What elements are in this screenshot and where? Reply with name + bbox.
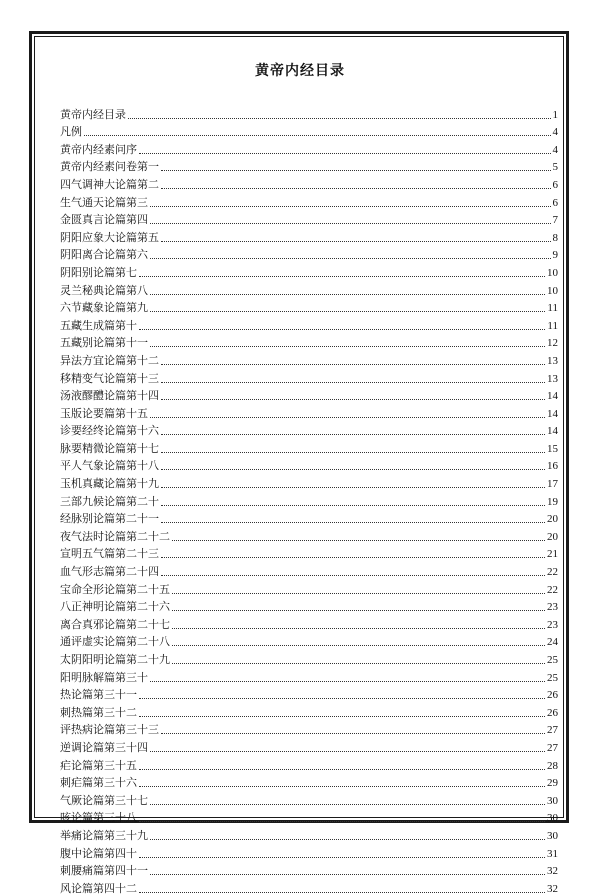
toc-entry-label: 阴阳应象大论篇第五 <box>60 230 159 244</box>
toc-entry-page-number: 13 <box>547 354 558 367</box>
toc-entry-page-number: 23 <box>547 601 558 614</box>
toc-entry-label: 热论篇第三十一 <box>60 688 137 702</box>
toc-entry[interactable] <box>60 262 558 280</box>
toc-entry-label: 疟论篇第三十五 <box>60 758 137 772</box>
toc-entry-label: 移精变气论篇第十三 <box>60 371 159 385</box>
toc-entry-label: 离合真邪论篇第二十七 <box>60 617 170 631</box>
toc-entry-page-number: 5 <box>552 161 558 174</box>
toc-entry[interactable] <box>60 139 558 157</box>
toc-entry-label: 刺疟篇第三十六 <box>60 776 137 790</box>
toc-entry-page-number: 6 <box>552 178 558 191</box>
toc-entry[interactable] <box>60 174 558 192</box>
toc-entry-page-number: 27 <box>547 724 558 737</box>
toc-entry[interactable] <box>60 104 558 122</box>
toc-leader-dots <box>139 892 545 893</box>
toc-leader-dots <box>161 364 545 365</box>
toc-entry-label: 阴阳离合论篇第六 <box>60 248 148 262</box>
toc-entry-label: 通评虚实论篇第二十八 <box>60 635 170 649</box>
toc-entry-label: 血气形志篇第二十四 <box>60 565 159 579</box>
toc-entry-page-number: 14 <box>547 390 558 403</box>
toc-entry[interactable] <box>60 544 558 562</box>
toc-entry[interactable] <box>60 333 558 351</box>
toc-entry-label: 宣明五气篇第二十三 <box>60 547 159 561</box>
toc-entry[interactable] <box>60 473 558 491</box>
toc-entry-page-number: 8 <box>552 231 558 244</box>
toc-entry[interactable] <box>60 315 558 333</box>
toc-leader-dots <box>150 294 545 295</box>
toc-entry-page-number: 1 <box>552 108 558 121</box>
toc-entry-page-number: 11 <box>547 319 558 332</box>
toc-entry-page-number: 23 <box>547 618 558 631</box>
toc-leader-dots <box>150 804 545 805</box>
toc-leader-dots <box>161 170 551 171</box>
toc-entry-page-number: 7 <box>552 214 558 227</box>
toc-leader-dots <box>139 276 545 277</box>
toc-entry-label: 诊要经终论篇第十六 <box>60 424 159 438</box>
toc-entry-label: 异法方宜论篇第十二 <box>60 353 159 367</box>
toc-leader-dots <box>161 487 545 488</box>
toc-entry[interactable] <box>60 808 558 826</box>
toc-leader-dots <box>161 522 545 523</box>
toc-entry[interactable] <box>60 878 558 896</box>
toc-leader-dots <box>161 557 545 558</box>
toc-entry[interactable] <box>60 368 558 386</box>
toc-entry-page-number: 15 <box>547 442 558 455</box>
toc-leader-dots <box>161 733 545 734</box>
toc-entry-label: 评热病论篇第三十三 <box>60 723 159 737</box>
toc-entry[interactable] <box>60 737 558 755</box>
toc-entry[interactable] <box>60 843 558 861</box>
toc-entry-page-number: 19 <box>547 495 558 508</box>
toc-leader-dots <box>161 575 545 576</box>
toc-leader-dots <box>161 452 545 453</box>
toc-entry-label: 脉要精微论篇第十七 <box>60 441 159 455</box>
toc-leader-dots <box>139 329 545 330</box>
toc-entry-label: 金匮真言论篇第四 <box>60 213 148 227</box>
toc-entry-label: 经脉别论篇第二十一 <box>60 512 159 526</box>
toc-leader-dots <box>172 593 545 594</box>
toc-entry[interactable] <box>60 667 558 685</box>
toc-leader-dots <box>172 628 545 629</box>
toc-leader-dots <box>150 874 545 875</box>
toc-entry-label: 五藏生成篇第十 <box>60 318 137 332</box>
toc-entry-label: 玉版论要篇第十五 <box>60 406 148 420</box>
page-title: 黄帝内经目录 <box>255 63 345 79</box>
toc-entry[interactable] <box>60 491 558 509</box>
toc-leader-dots <box>150 311 545 312</box>
toc-entry-label: 刺腰痛篇第四十一 <box>60 864 148 878</box>
toc-leader-dots <box>139 857 545 858</box>
toc-entry[interactable] <box>60 421 558 439</box>
toc-entry-page-number: 24 <box>547 636 558 649</box>
toc-entry[interactable] <box>60 702 558 720</box>
toc-entry-label: 平人气象论篇第十八 <box>60 459 159 473</box>
toc-entry-label: 夜气法时论篇第二十二 <box>60 529 170 543</box>
toc-entry[interactable] <box>60 526 558 544</box>
toc-entry-label: 刺热篇第三十二 <box>60 705 137 719</box>
toc-entry[interactable] <box>60 122 558 140</box>
toc-entry-label: 阳明脉解篇第三十 <box>60 670 148 684</box>
toc-entry-label: 四气调神大论篇第二 <box>60 177 159 191</box>
toc-leader-dots <box>84 135 551 136</box>
toc-entry-label: 黄帝内经素问卷第一 <box>60 160 159 174</box>
toc-entry-page-number: 10 <box>547 284 558 297</box>
toc-entry[interactable] <box>60 614 558 632</box>
toc-leader-dots <box>150 417 545 418</box>
toc-leader-dots <box>150 751 545 752</box>
toc-leader-dots <box>150 258 551 259</box>
toc-entry-label: 生气通天论篇第三 <box>60 195 148 209</box>
toc-entry[interactable] <box>60 386 558 404</box>
toc-entry-page-number: 13 <box>547 372 558 385</box>
toc-leader-dots <box>150 223 551 224</box>
toc-entry-page-number: 4 <box>552 126 558 139</box>
toc-entry-label: 逆调论篇第三十四 <box>60 740 148 754</box>
toc-entry[interactable] <box>60 280 558 298</box>
toc-entry-label: 八正神明论篇第二十六 <box>60 600 170 614</box>
toc-entry[interactable] <box>60 861 558 879</box>
toc-entry-page-number: 20 <box>547 513 558 526</box>
toc-entry[interactable] <box>60 438 558 456</box>
toc-entry[interactable] <box>60 685 558 703</box>
toc-leader-dots <box>172 610 545 611</box>
toc-entry-page-number: 9 <box>552 249 558 262</box>
toc-entry-page-number: 21 <box>547 548 558 561</box>
toc-entry-page-number: 32 <box>547 882 558 895</box>
toc-entry-label: 气厥论篇第三十七 <box>60 793 148 807</box>
toc-entry[interactable] <box>60 649 558 667</box>
toc-entry-page-number: 14 <box>547 407 558 420</box>
toc-leader-dots <box>172 645 545 646</box>
toc-entry[interactable] <box>60 509 558 527</box>
toc-entry-label: 咳论篇第三十八 <box>60 811 137 825</box>
toc-leader-dots <box>150 839 545 840</box>
toc-leader-dots <box>150 206 551 207</box>
toc-entry[interactable] <box>60 632 558 650</box>
toc-entry[interactable] <box>60 298 558 316</box>
toc-leader-dots <box>172 540 545 541</box>
toc-entry-page-number: 12 <box>547 337 558 350</box>
toc-entry-page-number: 30 <box>547 829 558 842</box>
toc-entry-label: 黄帝内经素问序 <box>60 142 137 156</box>
toc-entry[interactable] <box>60 561 558 579</box>
toc-leader-dots <box>161 469 545 470</box>
toc-entry[interactable] <box>60 456 558 474</box>
toc-entry-label: 三部九候论篇第二十 <box>60 494 159 508</box>
toc-entry-label: 阴阳别论篇第七 <box>60 265 137 279</box>
toc-entry[interactable] <box>60 157 558 175</box>
toc-entry-label: 五藏别论篇第十一 <box>60 336 148 350</box>
toc-entry[interactable] <box>60 403 558 421</box>
toc-entry-label: 宝命全形论篇第二十五 <box>60 582 170 596</box>
toc-entry[interactable] <box>60 227 558 245</box>
toc-leader-dots <box>139 786 545 787</box>
toc-entry-page-number: 32 <box>547 865 558 878</box>
toc-leader-dots <box>128 118 551 119</box>
toc-entry-page-number: 27 <box>547 741 558 754</box>
toc-entry-page-number: 16 <box>547 460 558 473</box>
toc-leader-dots <box>139 769 545 770</box>
toc-leader-dots <box>172 663 545 664</box>
toc-entry-page-number: 22 <box>547 566 558 579</box>
toc-entry-page-number: 31 <box>547 847 558 860</box>
toc-entry-page-number: 25 <box>547 671 558 684</box>
toc-entry-page-number: 30 <box>547 812 558 825</box>
toc-entry-page-number: 26 <box>547 706 558 719</box>
toc-entry-label: 灵兰秘典论篇第八 <box>60 283 148 297</box>
toc-leader-dots <box>150 681 545 682</box>
toc-entry-page-number: 26 <box>547 689 558 702</box>
toc-entry-label: 腹中论篇第四十 <box>60 846 137 860</box>
toc-entry-page-number: 28 <box>547 759 558 772</box>
toc-leader-dots <box>139 153 551 154</box>
toc-entry-label: 风论篇第四十二 <box>60 881 137 895</box>
toc-entry-page-number: 17 <box>547 478 558 491</box>
toc-leader-dots <box>161 382 545 383</box>
toc-leader-dots <box>139 716 545 717</box>
toc-entry-page-number: 22 <box>547 583 558 596</box>
toc-leader-dots <box>161 241 551 242</box>
toc-entry[interactable] <box>60 773 558 791</box>
toc-leader-dots <box>161 434 545 435</box>
toc-entry[interactable] <box>60 825 558 843</box>
toc-entry[interactable] <box>60 597 558 615</box>
toc-entry[interactable] <box>60 755 558 773</box>
toc-leader-dots <box>150 346 545 347</box>
toc-entry[interactable] <box>60 350 558 368</box>
toc-leader-dots <box>161 399 545 400</box>
toc-entry-label: 六节藏象论篇第九 <box>60 301 148 315</box>
toc-leader-dots <box>139 698 545 699</box>
toc-entry[interactable] <box>60 720 558 738</box>
toc-entry[interactable] <box>60 210 558 228</box>
toc-entry-label: 太阴阳明论篇第二十九 <box>60 653 170 666</box>
toc-entry-label: 举痛论篇第三十九 <box>60 828 148 842</box>
toc-entry-page-number: 25 <box>547 654 558 666</box>
toc-entry-page-number: 10 <box>547 266 558 279</box>
toc-leader-dots <box>161 505 545 506</box>
toc-entry-page-number: 4 <box>552 143 558 156</box>
toc-entry-page-number: 20 <box>547 530 558 543</box>
toc-entry-label: 凡例 <box>60 125 82 139</box>
toc-entry-label: 汤液醪醴论篇第十四 <box>60 389 159 403</box>
toc-leader-dots <box>161 188 551 189</box>
table-of-contents <box>60 104 558 896</box>
toc-entry-label: 玉机真藏论篇第十九 <box>60 477 159 491</box>
toc-entry-label: 黄帝内经目录 <box>60 107 126 121</box>
toc-entry[interactable] <box>60 579 558 597</box>
toc-entry-page-number: 14 <box>547 425 558 438</box>
toc-leader-dots <box>139 821 545 822</box>
toc-entry-page-number: 29 <box>547 777 558 790</box>
toc-entry[interactable] <box>60 790 558 808</box>
toc-entry-page-number: 6 <box>552 196 558 209</box>
toc-entry[interactable] <box>60 245 558 263</box>
toc-entry-page-number: 11 <box>547 302 558 315</box>
toc-entry[interactable] <box>60 192 558 210</box>
toc-entry-page-number: 30 <box>547 794 558 807</box>
